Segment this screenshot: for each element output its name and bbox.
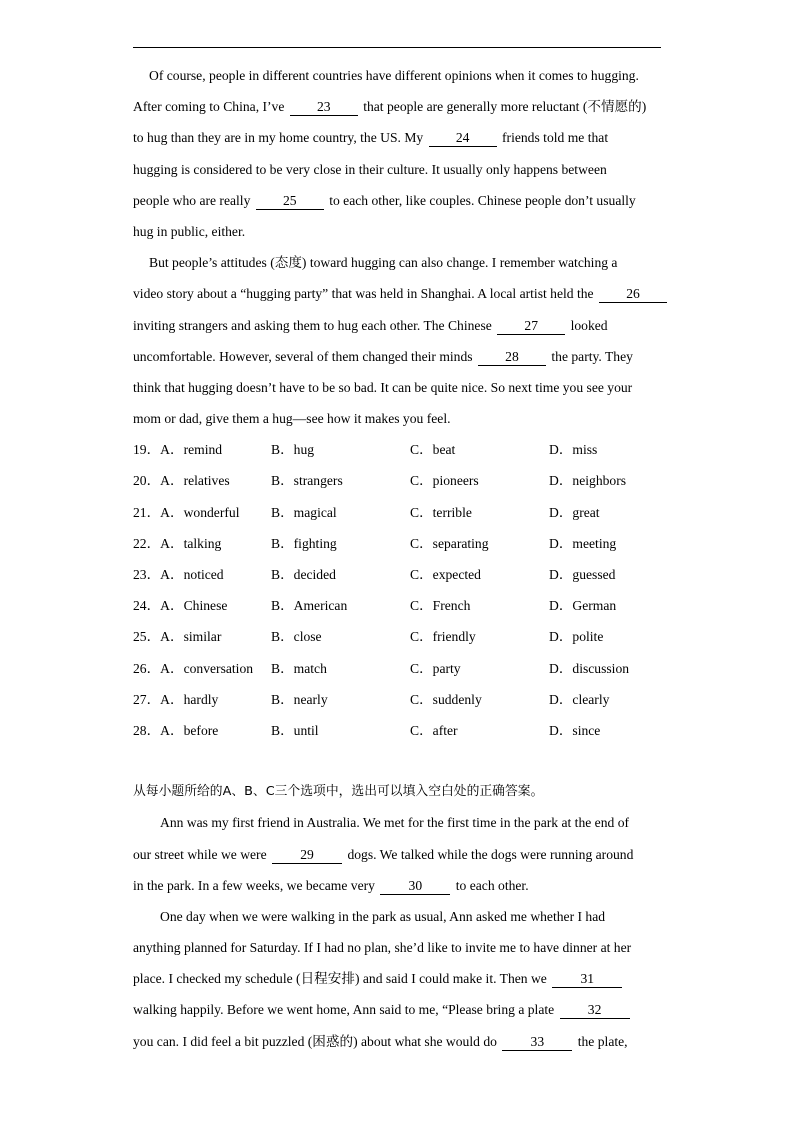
blank-30: 30	[380, 878, 450, 895]
instruction-text: 从每小题所给的A、B、C三个选项中，选出可以填入空白处的正确答案。	[133, 784, 544, 800]
option-c: C．pioneers	[410, 473, 479, 489]
text-line	[133, 251, 666, 282]
option-c: C．party	[410, 660, 461, 676]
option-b: B．decided	[271, 567, 336, 582]
option-c: C．expected	[410, 567, 481, 582]
option-b: B．until	[271, 722, 319, 738]
text-line	[133, 843, 666, 874]
option-c: C．beat	[410, 442, 456, 458]
option-c: C．French	[410, 598, 471, 614]
text-segment: uncomfortable. However, several of them changed their minds	[133, 348, 473, 364]
blank-25: 25	[256, 193, 324, 210]
question-number: 20．A．relatives	[133, 473, 230, 489]
option-d: D．discussion	[549, 660, 630, 676]
question-number: 28．A．before	[133, 722, 219, 738]
option-d: D．neighbors	[549, 473, 627, 489]
text-segment: people who are really	[133, 192, 251, 208]
text-line	[133, 998, 666, 1029]
blank-33: 33	[502, 1034, 572, 1051]
text-segment: Ann was my first friend in Australia. We met for the first time in the park at the end of	[160, 815, 630, 831]
blank-27: 27	[497, 318, 565, 335]
question-number: 23．A．noticed	[133, 567, 224, 582]
text-segment: hug in public, either.	[133, 223, 246, 239]
text-segment: to hug than they are in my home country, the US. My	[133, 130, 424, 146]
blank-23: 23	[290, 99, 358, 116]
option-b: B．strangers	[271, 473, 343, 489]
text-segment: video story about a “hugging party” that was held in Shanghai. A local artist held the	[133, 286, 594, 302]
option-b: B．close	[271, 629, 322, 645]
blank-24: 24	[429, 130, 497, 147]
question-number: 21．A．wonderful	[133, 504, 240, 520]
text-segment: that people are generally more reluctant (不情愿的)	[363, 99, 647, 115]
option-b: B．match	[271, 660, 327, 676]
blank-28: 28	[478, 349, 546, 366]
option-d: D．great	[549, 504, 600, 520]
question-row	[133, 469, 666, 500]
text-segment: dogs. We talked while the dogs were running around	[347, 846, 634, 862]
option-d: D．guessed	[549, 567, 616, 582]
option-b: B．American	[271, 598, 348, 614]
text-line	[133, 376, 666, 407]
question-row	[133, 532, 666, 563]
text-line	[133, 126, 666, 157]
text-line	[133, 1030, 666, 1061]
header-rule	[133, 47, 661, 48]
text-segment: friends told me that	[502, 130, 609, 146]
question-row	[133, 657, 666, 688]
text-segment: looked	[570, 317, 608, 333]
exam-page	[133, 64, 666, 1061]
text-segment: to each other.	[455, 877, 529, 893]
section-gap	[133, 750, 666, 780]
question-number: 25．A．similar	[133, 629, 222, 645]
option-d: D．since	[549, 722, 601, 738]
text-segment: think that hugging doesn’t have to be so bad. It can be quite nice. So next time you see your	[133, 379, 633, 395]
option-c: C．separating	[410, 535, 489, 551]
text-line	[133, 220, 666, 251]
text-line	[133, 314, 666, 345]
option-d: D．clearly	[549, 691, 610, 707]
text-line	[133, 95, 666, 126]
question-row	[133, 719, 666, 750]
text-line	[133, 874, 666, 905]
text-segment: But people’s attitudes (态度) toward hugging can also change. I remember watching a	[149, 255, 618, 271]
text-line	[133, 158, 666, 189]
text-line	[133, 282, 666, 313]
question-row	[133, 594, 666, 625]
question-number: 27．A．hardly	[133, 691, 219, 707]
text-line	[133, 407, 666, 438]
text-line	[133, 189, 666, 220]
option-c: C．terrible	[410, 504, 472, 520]
option-b: B．hug	[271, 442, 315, 458]
question-row	[133, 625, 666, 656]
question-number: 24．A．Chinese	[133, 598, 228, 614]
text-segment: hugging is considered to be very close in their culture. It usually only happens between	[133, 161, 607, 177]
text-line	[133, 811, 666, 842]
question-row	[133, 563, 666, 594]
text-segment: inviting strangers and asking them to hug each other. The Chinese	[133, 317, 492, 333]
option-c: C．suddenly	[410, 691, 482, 707]
text-line	[133, 936, 666, 967]
text-segment: our street while we were	[133, 846, 267, 862]
text-segment: mom or dad, give them a hug—see how it makes you feel.	[133, 411, 451, 427]
option-d: D．polite	[549, 629, 604, 645]
text-segment: in the park. In a few weeks, we became very	[133, 877, 375, 893]
question-number: 19．A．remind	[133, 442, 223, 458]
option-c: C．friendly	[410, 629, 476, 645]
blank-29: 29	[272, 847, 342, 864]
question-number: 26．A．conversation	[133, 660, 254, 676]
text-line	[133, 345, 666, 376]
option-b: B．nearly	[271, 691, 328, 707]
text-segment: to each other, like couples. Chinese people don’t usually	[329, 192, 636, 208]
option-d: D．miss	[549, 442, 598, 458]
text-segment: anything planned for Saturday. If I had no plan, she’d like to invite me to have dinner at her	[133, 940, 632, 956]
text-segment: Of course, people in different countries have different opinions when it comes to hugging.	[149, 68, 639, 83]
text-segment: walking happily. Before we went home, Ann said to me, “Please bring a plate	[133, 1002, 555, 1018]
text-segment: One day when we were walking in the park as usual, Ann asked me whether I had	[160, 908, 606, 924]
blank-32: 32	[560, 1002, 630, 1019]
text-segment: the party. They	[551, 348, 633, 364]
question-row	[133, 688, 666, 719]
question-row	[133, 501, 666, 532]
question-number: 22．A．talking	[133, 535, 222, 551]
text-segment: After coming to China, I’ve	[133, 99, 285, 115]
question-row	[133, 438, 666, 469]
blank-26: 26	[599, 286, 667, 303]
option-b: B．magical	[271, 504, 337, 520]
text-line	[133, 967, 666, 998]
blank-31: 31	[552, 971, 622, 988]
text-segment: the plate,	[577, 1033, 628, 1049]
option-d: D．meeting	[549, 535, 617, 551]
option-d: D．German	[549, 598, 617, 614]
option-c: C．after	[410, 722, 458, 738]
text-segment: place. I checked my schedule (日程安排) and said I could make it. Then we	[133, 971, 547, 987]
text-line	[133, 64, 666, 95]
text-line	[133, 905, 666, 936]
option-b: B．fighting	[271, 535, 337, 551]
text-segment: you can. I did feel a bit puzzled (困惑的) about what she would do	[133, 1033, 497, 1049]
